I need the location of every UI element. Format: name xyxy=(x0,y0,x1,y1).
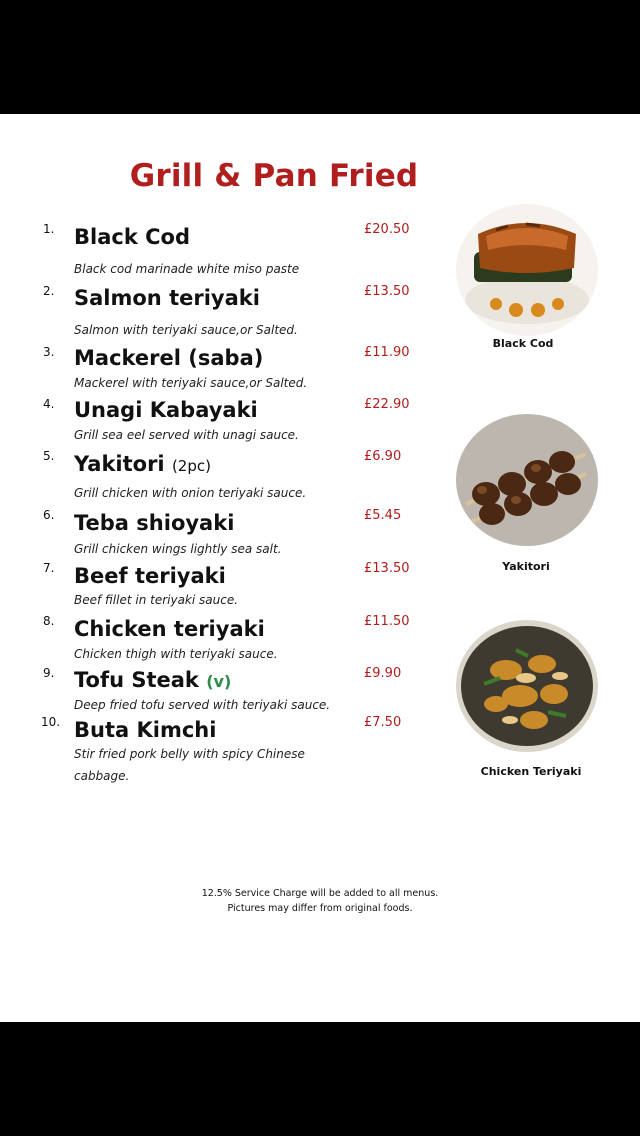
stir-fry-photo xyxy=(456,620,598,752)
vegetarian-badge: (v) xyxy=(206,672,232,691)
photo-caption: Black Cod xyxy=(492,337,554,350)
item-name-text: Tofu Steak xyxy=(74,668,199,692)
pictures-disclaimer: Pictures may differ from original foods. xyxy=(227,903,413,914)
item-name: Beef teriyaki xyxy=(74,564,226,588)
item-number: 5. xyxy=(43,449,55,463)
menu-item-buta-kimchi xyxy=(0,715,450,795)
item-price: £22.90 xyxy=(364,397,410,412)
item-price: £11.90 xyxy=(364,345,410,360)
item-name: Unagi Kabayaki xyxy=(74,398,258,422)
item-description: Mackerel with teriyaki sauce,or Salted. xyxy=(74,376,308,390)
photo-caption: Chicken Teriyaki xyxy=(480,765,582,778)
item-number: 1. xyxy=(43,222,55,236)
menu-item-black-cod xyxy=(0,222,450,282)
item-number: 9. xyxy=(43,666,55,680)
menu-item-teba-shioyaki xyxy=(0,508,450,568)
item-description: Salmon with teriyaki sauce,or Salted. xyxy=(74,323,298,337)
item-number: 2. xyxy=(43,284,55,298)
item-name: Salmon teriyaki xyxy=(74,286,260,310)
menu-item-unagi-kabayaki xyxy=(0,397,450,457)
item-price: £13.50 xyxy=(364,561,410,576)
item-name-text: Yakitori xyxy=(74,452,165,476)
item-price: £6.90 xyxy=(364,449,402,464)
item-name xyxy=(74,668,231,692)
item-price: £11.50 xyxy=(364,614,410,629)
item-name: Buta Kimchi xyxy=(74,718,217,742)
item-description: Grill sea eel served with unagi sauce. xyxy=(74,428,299,442)
item-price: £7.50 xyxy=(364,715,402,730)
item-name: Teba shioyaki xyxy=(74,511,235,535)
item-name: Black Cod xyxy=(74,225,190,249)
menu-item-beef-teriyaki xyxy=(0,561,450,621)
menu-item-yakitori xyxy=(0,449,450,509)
item-description: Grill chicken wings lightly sea salt. xyxy=(74,542,282,556)
item-portion: (2pc) xyxy=(171,457,211,475)
item-name xyxy=(74,452,211,476)
item-number: 6. xyxy=(43,508,55,522)
menu-item-mackerel xyxy=(0,345,450,405)
menu-item-salmon-teriyaki xyxy=(0,284,450,344)
service-charge-note: 12.5% Service Charge will be added to all menus. xyxy=(201,888,439,899)
menu-item-chicken-teriyaki xyxy=(0,614,450,674)
item-price: £13.50 xyxy=(364,284,410,299)
item-description: Chicken thigh with teriyaki sauce. xyxy=(74,647,278,661)
item-number: 10. xyxy=(41,715,61,729)
item-description: Beef fillet in teriyaki sauce. xyxy=(74,593,239,607)
item-name: Mackerel (saba) xyxy=(74,346,264,370)
menu-page xyxy=(0,114,640,1022)
item-name: Chicken teriyaki xyxy=(74,617,265,641)
item-price: £20.50 xyxy=(364,222,410,237)
item-number: 3. xyxy=(43,345,55,359)
item-description: Stir fried pork belly with spicy Chinese cabbage. xyxy=(74,747,305,783)
item-description: Grill chicken with onion teriyaki sauce. xyxy=(74,486,307,500)
item-number: 8. xyxy=(43,614,55,628)
item-description: Black cod marinade white miso paste xyxy=(74,262,300,276)
grilled-fish-photo xyxy=(456,204,598,336)
item-price: £5.45 xyxy=(364,508,402,523)
item-description: Deep fried tofu served with teriyaki sauce. xyxy=(74,698,331,712)
photo-caption: Yakitori xyxy=(502,560,550,573)
item-price: £9.90 xyxy=(364,666,402,681)
item-number: 4. xyxy=(43,397,55,411)
menu-title: Grill & Pan Fried xyxy=(129,158,419,194)
item-number: 7. xyxy=(43,561,55,575)
skewers-photo xyxy=(456,414,598,546)
